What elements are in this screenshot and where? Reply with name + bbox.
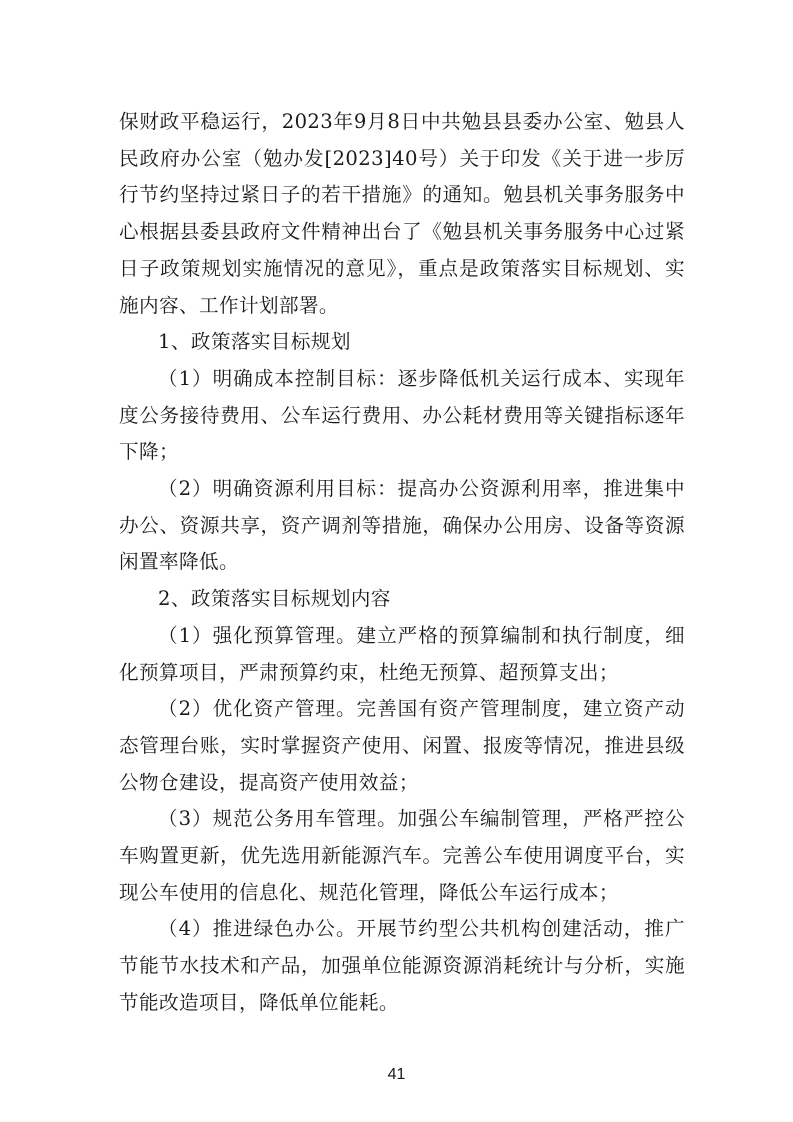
section-heading-1: 1、政策落实目标规划 (158, 330, 351, 354)
page-number: 41 (387, 1066, 406, 1083)
intro-paragraph: 保财政平稳运行，2023年9月8日中共勉县县委办公室、勉县人民政府办公室（勉办发[2023]40号）关于印发《关于进一步厉行节约坚持过紧日子的若干措施》的通知。勉县机关事务服务中心根据县委县政府文件精神出台了《勉县机关事务服务中心过紧日子政策规划实施情况的意见》，重点是政策落实目标规划、实施内容、工作计划部署。 (119, 110, 685, 317)
list-item-budget: （1）强化预算管理。建立严格的预算编制和执行制度，细化预算项目，严肃预算约束，杜绝无预算、超预算支出； (119, 623, 685, 684)
list-item-green-office: （4）推进绿色办公。开展节约型公共机构创建活动，推广节能节水技术和产品，加强单位能源资源消耗统计与分析，实施节能改造项目，降低单位能耗。 (119, 917, 685, 1014)
list-item-resource-use: （2）明确资源利用目标：提高办公资源利用率，推进集中办公、资源共享，资产调剂等措施，确保办公用房、设备等资源闲置率降低。 (119, 477, 685, 574)
document-body (119, 104, 685, 1022)
section-heading-2: 2、政策落实目标规划内容 (158, 587, 391, 611)
list-item-assets: （2）优化资产管理。完善国有资产管理制度，建立资产动态管理台账，实时掌握资产使用、闲置、报废等情况，推进县级公物仓建设，提高资产使用效益； (119, 697, 685, 794)
list-item-vehicles: （3）规范公务用车管理。加强公车编制管理，严格严控公车购置更新，优先选用新能源汽车。完善公车使用调度平台，实现公车使用的信息化、规范化管理，降低公车运行成本； (119, 807, 685, 904)
list-item-cost-control: （1）明确成本控制目标：逐步降低机关运行成本、实现年度公务接待费用、公车运行费用、办公耗材费用等关键指标逐年下降； (119, 366, 685, 464)
